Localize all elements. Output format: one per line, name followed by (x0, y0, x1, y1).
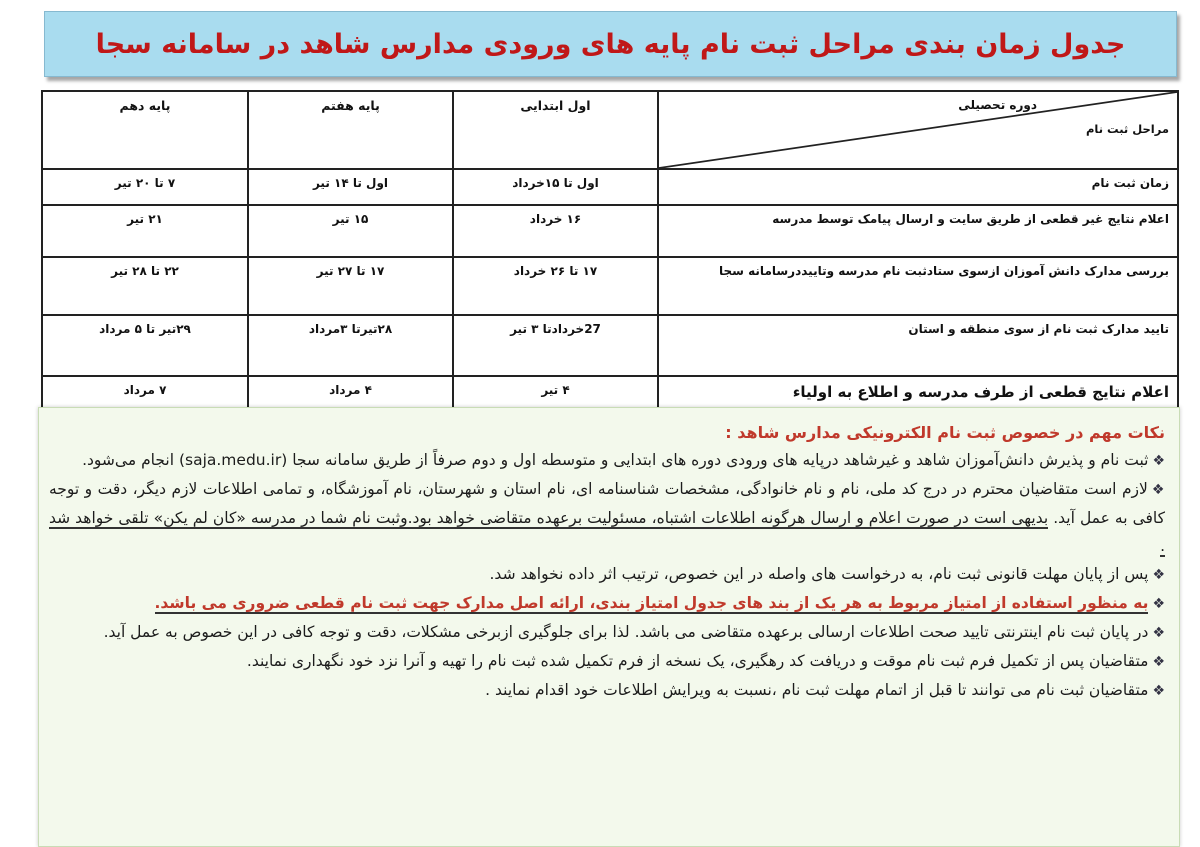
note-item (49, 618, 1165, 647)
column-header: پایه هفتم (248, 91, 453, 169)
diamond-bullet-icon: ❖ (1152, 683, 1165, 699)
date-cell: ۲۲ تا ۲۸ تیر (42, 257, 248, 315)
notes-heading: نکات مهم در خصوص ثبت نام الکترونیکی مدارس شاهد : (725, 423, 1165, 442)
note-item (49, 446, 1165, 475)
note-text: ثبت نام و پذیرش دانش‌آموزان شاهد و غیرشاهد درپایه های ورودی دوره های ابتدایی و متوسطه اول و دوم صرفاً از طریق سامانه سجا (292, 451, 1149, 469)
stage-cell: بررسی مدارک دانش آموزان ازسوی ستادثبت نام مدرسه وتاییددرسامانه سجا (658, 257, 1178, 315)
table-header-row (42, 91, 1178, 169)
note-text-underlined: بدیهی است در صورت اعلام و ارسال هرگونه اطلاعات اشتباه، مسئولیت برعهده متقاضی خواهد بود.وثبت نام شما در مدرسه «کان لم یکن» تلقی خواهد شد . (49, 509, 1165, 555)
schedule-table (41, 90, 1179, 427)
stage-cell: اعلام نتایج قطعی از طرف مدرسه و اطلاع به اولیاء (658, 376, 1178, 426)
date-cell: ۲۸تیرتا ۳مرداد (248, 315, 453, 376)
date-cell: ۱۷ تا ۲۷ تیر (248, 257, 453, 315)
note-text: متقاضیان پس از تکمیل فرم ثبت نام موقت و دریافت کد رهگیری، یک نسخه از فرم تکمیل شده ثبت نام را تهیه و آنرا نزد خود نگهداری نمایند. (246, 652, 1149, 670)
diamond-bullet-icon: ❖ (1151, 482, 1165, 498)
note-item (49, 589, 1165, 618)
header-level-label: دوره تحصیلی (958, 98, 1037, 112)
table-row (42, 257, 1178, 315)
header-stage-label: مراحل ثبت نام (1085, 122, 1169, 136)
note-text: لازم است متقاضیان محترم در درج کد ملی، نام و نام خانوادگی، مشخصات شناسنامه ای، نام استان و شهرستان، نام آموزشگاه، و تمامی اطلاعات لازم دیگر، دقت و توجه کافی به عمل آید. (49, 480, 1166, 527)
date-cell: اول تا ۱۴ تیر (248, 169, 453, 205)
note-item (49, 676, 1165, 705)
date-cell: ۷ مرداد (42, 376, 248, 426)
stage-cell: اعلام نتایج غیر قطعی از طریق سایت و ارسال پیامک توسط مدرسه (658, 205, 1178, 257)
date-cell: ۱۶ خرداد (453, 205, 658, 257)
date-cell: ۱۷ تا ۲۶ خرداد (453, 257, 658, 315)
header-corner-cell (658, 91, 1178, 169)
date-cell: ۱۵ تیر (248, 205, 453, 257)
note-text: متقاضیان ثبت نام می توانند تا قبل از اتمام مهلت ثبت نام ،نسبت به ویرایش اطلاعات خود اقدام نمایند . (485, 681, 1149, 699)
table-row (42, 169, 1178, 205)
diamond-bullet-icon: ❖ (1152, 654, 1165, 670)
page-title: جدول زمان بندی مراحل ثبت نام پایه های ورودی مدارس شاهد در سامانه سجا (95, 28, 1126, 60)
title-banner (44, 11, 1177, 77)
date-cell: ۴ تیر (453, 376, 658, 426)
date-cell: اول تا ۱۵خرداد (453, 169, 658, 205)
note-text: پس از پایان مهلت قانونی ثبت نام، به درخواست های واصله در این خصوص، ترتیب اثر داده نخواهد شد. (489, 565, 1149, 583)
table-row (42, 205, 1178, 257)
stage-cell: زمان ثبت نام (658, 169, 1178, 205)
date-cell: ۲۹تیر تا ۵ مرداد (42, 315, 248, 376)
note-item (49, 560, 1165, 589)
date-cell: ۲۱ تیر (42, 205, 248, 257)
date-cell: ۷ تا ۲۰ تیر (42, 169, 248, 205)
date-cell: 27خردادتا ۳ تیر (453, 315, 658, 376)
stage-cell: تایید مدارک ثبت نام از سوی منطقه و استان (658, 315, 1178, 376)
note-text: انجام می‌شود. (82, 451, 175, 469)
date-cell: ۴ مرداد (248, 376, 453, 426)
diamond-bullet-icon: ❖ (1152, 625, 1165, 641)
column-header: پایه دهم (42, 91, 248, 169)
diamond-bullet-icon: ❖ (1152, 453, 1165, 469)
note-text-highlight: به منظور استفاده از امتیاز مربوط به هر یک از بند های جدول امتیاز بندی، ارائه اصل مدارک جهت ثبت نام قطعی ضروری می باشد. (154, 594, 1149, 612)
notes-panel (38, 407, 1180, 847)
diamond-bullet-icon: ❖ (1152, 596, 1165, 612)
note-item (49, 475, 1165, 560)
note-item (49, 647, 1165, 676)
diamond-bullet-icon: ❖ (1152, 567, 1165, 583)
note-text: در پایان ثبت نام اینترنتی تایید صحت اطلاعات ارسالی برعهده متقاضی می باشد. لذا برای جلوگیری ازبرخی مشکلات، دقت و توجه کافی در این خصوص به عمل آید. (103, 623, 1149, 641)
table-row (42, 315, 1178, 376)
saja-url: (saja.medu.ir) (178, 451, 288, 469)
column-header: اول ابتدایی (453, 91, 658, 169)
